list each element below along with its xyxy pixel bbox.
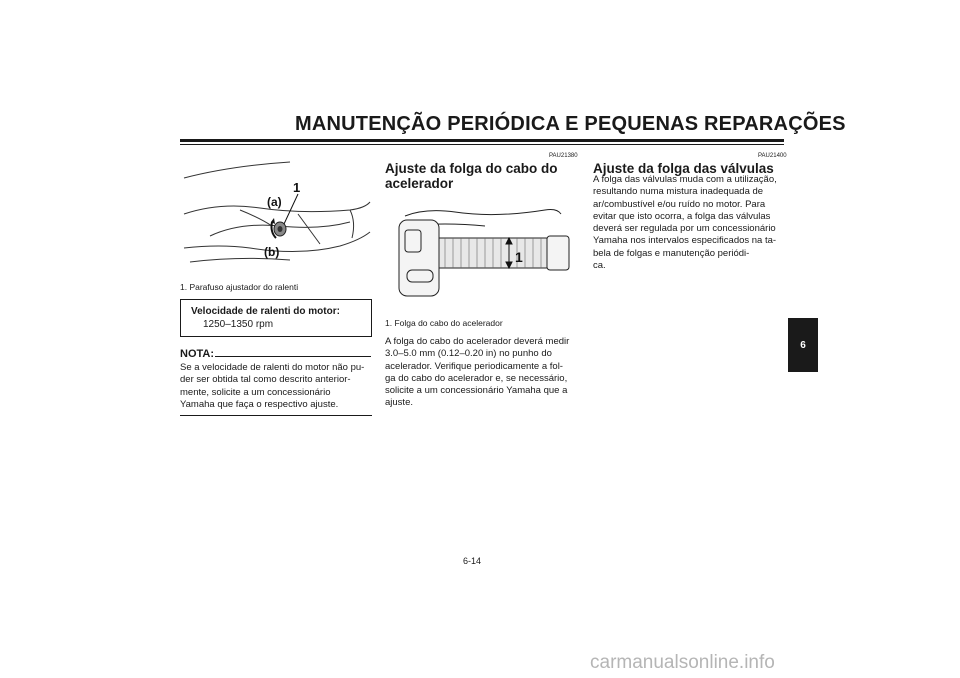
note-text [180, 362, 372, 411]
section-title-throttle [385, 161, 577, 191]
body-line: 3.0–5.0 mm (0.12–0.20 in) no punho do [385, 348, 552, 360]
body-line: A folga do cabo do acelerador deverá medir [385, 336, 570, 347]
section-title-line: Ajuste da folga do cabo do [385, 161, 558, 176]
figure-label-b: (b) [264, 245, 280, 259]
body-line: solicite a um concessionário Yamaha que a [385, 385, 568, 397]
body-line: bela de folgas e manutenção periódi- [593, 247, 750, 259]
body-line: ga do cabo do acelerador e, se necessário, [385, 372, 568, 384]
section-title-valves: Ajuste da folga das válvulas [593, 161, 774, 176]
section-code: PAU21400 [758, 153, 787, 159]
watermark: carmanualsonline.info [590, 652, 775, 673]
throttle-grip-illustration [385, 196, 577, 308]
spec-value: 1250–1350 rpm [203, 319, 274, 330]
note-rule-bottom [180, 415, 372, 416]
spec-box [180, 299, 372, 337]
body-line: deverá ser regulada por um concessionário [593, 223, 776, 235]
body-line: A folga das válvulas muda com a utilização, [593, 174, 777, 185]
valves-body-text [593, 174, 785, 272]
note-line: der ser obtida tal como descrito anterior- [180, 374, 351, 386]
note-line: Yamaha que faça o respectivo ajuste. [180, 398, 339, 410]
section-code: PAU21380 [549, 153, 578, 159]
throttle-body-text [385, 336, 577, 410]
page-title: MANUTENÇÃO PERIÓDICA E PEQUENAS REPARAÇÕES [295, 113, 846, 135]
title-rule [180, 139, 784, 142]
page-number: 6-14 [463, 556, 482, 566]
idle-screw-illustration [180, 152, 372, 274]
body-line: ca. [593, 260, 606, 272]
spec-label: Velocidade de ralenti do motor: [191, 306, 340, 317]
title-rule-thin [180, 144, 784, 145]
figure-label-1: 1 [515, 249, 523, 265]
body-line: ajuste. [385, 397, 413, 409]
note-rule [215, 356, 371, 357]
figure-label-1: 1 [293, 180, 301, 195]
note-line: mente, solicite a um concessionário [180, 386, 331, 398]
body-line: Yamaha nos intervalos especificados na ta- [593, 235, 777, 247]
figure-label-a: (a) [267, 195, 282, 209]
note-line: Se a velocidade de ralenti do motor não pu- [180, 362, 365, 373]
section-title-line: acelerador [385, 176, 454, 191]
chapter-tab: 6 [788, 318, 818, 372]
figure-caption-throttle: 1. Folga do cabo do acelerador [385, 318, 503, 328]
note-label: NOTA: [180, 348, 215, 360]
body-line: evitar que isto ocorra, a folga das válvulas [593, 210, 771, 222]
body-line: resultando numa mistura inadequada de [593, 186, 764, 198]
figure-caption-idle-screw: 1. Parafuso ajustador do ralenti [180, 282, 299, 292]
body-line: acelerador. Verifique periodicamente a fol- [385, 360, 563, 372]
body-line: ar/combustível e/ou ruído no motor. Para [593, 198, 766, 210]
